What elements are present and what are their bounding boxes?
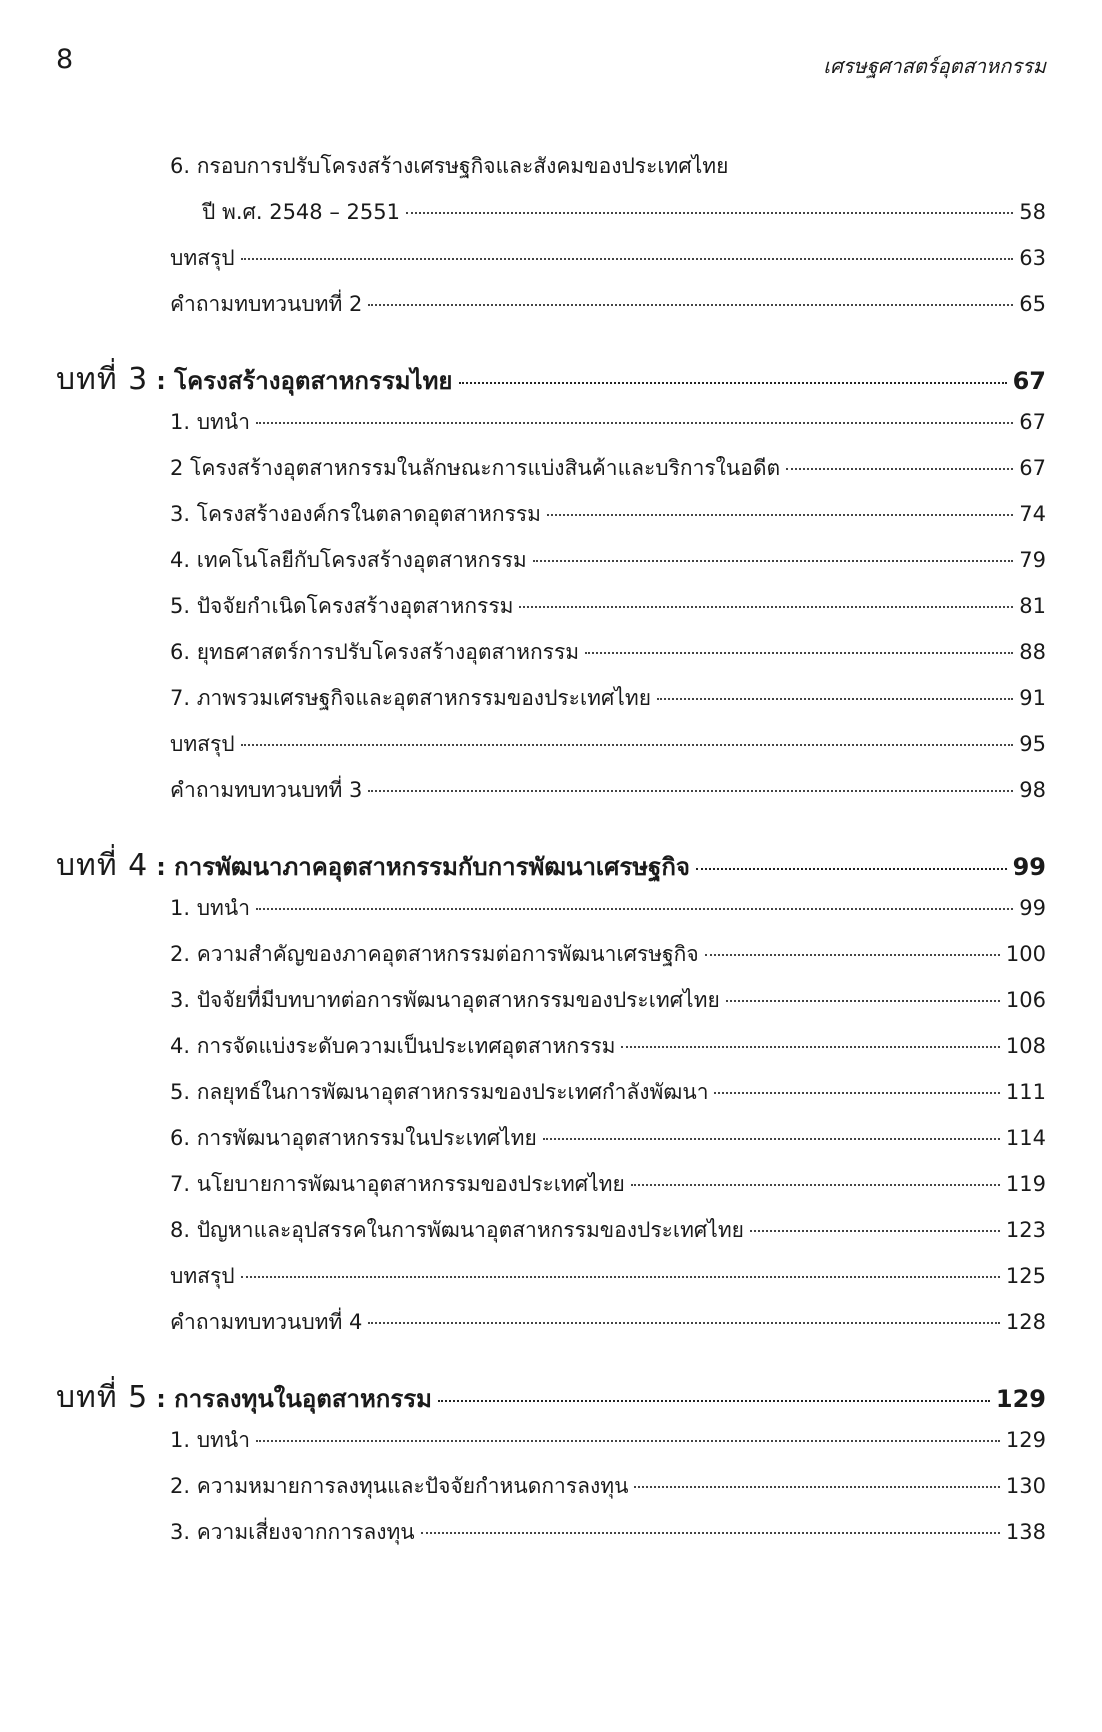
leader-dots: [657, 698, 1013, 700]
leader-dots: [241, 744, 1014, 746]
leader-dots: [714, 1092, 999, 1094]
toc-entry: [56, 892, 1046, 938]
toc-entry-title: 7. นโยบายการพัฒนาอุตสาหกรรมของประเทศไทย: [170, 1172, 625, 1196]
toc-entry: [56, 1076, 1046, 1122]
toc-entry: [56, 1122, 1046, 1168]
chapter-title: : การพัฒนาภาคอุตสาหกรรมกับการพัฒนาเศรษฐกิจ: [156, 853, 690, 881]
chapter-page: 129: [995, 1385, 1046, 1413]
toc-entry-page: 79: [1019, 548, 1046, 572]
toc-entry-page: 111: [1005, 1080, 1046, 1104]
toc-entry-page: 98: [1019, 778, 1046, 802]
toc-entry-page: 129: [1005, 1428, 1046, 1452]
leader-dots: [438, 1400, 990, 1402]
toc-entry: [56, 1306, 1046, 1352]
toc-chapter-heading: [56, 356, 1046, 406]
leader-dots: [543, 1138, 1000, 1140]
table-of-contents: [56, 150, 1046, 1562]
toc-entry-page: 138: [1005, 1520, 1046, 1544]
toc-entry: [56, 1260, 1046, 1306]
toc-entry-title: 2 โครงสร้างอุตสาหกรรมในลักษณะการแบ่งสินค้าและบริการในอดีต: [170, 456, 781, 480]
leader-dots: [634, 1486, 999, 1488]
leader-dots: [406, 212, 1013, 214]
leader-dots: [621, 1046, 999, 1048]
toc-entry-title: 3. ความเสี่ยงจากการลงทุน: [170, 1520, 415, 1544]
toc-entry: [56, 1168, 1046, 1214]
toc-entry-title: 6. การพัฒนาอุตสาหกรรมในประเทศไทย: [170, 1126, 537, 1150]
toc-entry-page: 123: [1005, 1218, 1046, 1242]
page-number: 8: [56, 44, 74, 75]
toc-entry: [56, 636, 1046, 682]
toc-entry-page: 106: [1005, 988, 1046, 1012]
toc-entry: [56, 774, 1046, 820]
leader-dots: [368, 1322, 1000, 1324]
toc-entry: [56, 288, 1046, 334]
leader-dots: [256, 908, 1013, 910]
toc-entry-title: 2. ความสำคัญของภาคอุตสาหกรรมต่อการพัฒนาเศรษฐกิจ: [170, 942, 699, 966]
leader-dots: [241, 1276, 1000, 1278]
leader-dots: [533, 560, 1014, 562]
toc-entry: [56, 938, 1046, 984]
leader-dots: [705, 954, 1000, 956]
toc-entry: [56, 452, 1046, 498]
chapter-number: บทที่ 4: [56, 848, 149, 883]
toc-chapter-heading: [56, 842, 1046, 892]
leader-dots: [459, 382, 1007, 384]
leader-dots: [696, 868, 1007, 870]
toc-entry: [56, 682, 1046, 728]
toc-entry: [56, 590, 1046, 636]
toc-entry: [56, 544, 1046, 590]
toc-entry-title: 3. ปัจจัยที่มีบทบาทต่อการพัฒนาอุตสาหกรรมของประเทศไทย: [170, 988, 720, 1012]
toc-entry-title: คำถามทบทวนบทที่ 3: [170, 778, 363, 802]
toc-entry-title: 4. เทคโนโลยีกับโครงสร้างอุตสาหกรรม: [170, 548, 527, 572]
leader-dots: [726, 1000, 1000, 1002]
leader-dots: [421, 1532, 1000, 1534]
toc-entry: [56, 196, 1046, 242]
leader-dots: [256, 1440, 1000, 1442]
toc-entry: [56, 1030, 1046, 1076]
toc-entry-page: 100: [1005, 942, 1046, 966]
toc-entry-title: บทสรุป: [170, 246, 235, 270]
page-header: [56, 44, 1046, 84]
leader-dots: [519, 606, 1013, 608]
leader-dots: [547, 514, 1013, 516]
chapter-page: 67: [1012, 367, 1046, 395]
toc-entry-page: 95: [1019, 732, 1046, 756]
toc-entry-page: 91: [1019, 686, 1046, 710]
leader-dots: [750, 1230, 1000, 1232]
toc-entry: [56, 406, 1046, 452]
toc-entry-title: 1. บทนำ: [170, 896, 251, 920]
toc-entry-page: 81: [1019, 594, 1046, 618]
toc-entry-page: 74: [1019, 502, 1046, 526]
toc-entry-title: 5. ปัจจัยกำเนิดโครงสร้างอุตสาหกรรม: [170, 594, 514, 618]
toc-entry-page: 99: [1019, 896, 1046, 920]
toc-entry-page: 128: [1005, 1310, 1046, 1334]
toc-entry-title: 6. ยุทธศาสตร์การปรับโครงสร้างอุตสาหกรรม: [170, 640, 580, 664]
toc-entry-title: ปี พ.ศ. 2548 – 2551: [202, 200, 400, 224]
toc-entry-page: 58: [1019, 200, 1046, 224]
toc-entry-title: 2. ความหมายการลงทุนและปัจจัยกำหนดการลงทุน: [170, 1474, 629, 1498]
leader-dots: [368, 304, 1013, 306]
leader-dots: [241, 258, 1014, 260]
chapter-title: : การลงทุนในอุตสาหกรรม: [156, 1385, 432, 1413]
toc-entry-title: 4. การจัดแบ่งระดับความเป็นประเทศอุตสาหกรรม: [170, 1034, 616, 1058]
toc-entry-title: 1. บทนำ: [170, 1428, 251, 1452]
toc-entry: [56, 1470, 1046, 1516]
toc-entry: [56, 984, 1046, 1030]
toc-entry-title: 5. กลยุทธ์ในการพัฒนาอุตสาหกรรมของประเทศกำลังพัฒนา: [170, 1080, 709, 1104]
toc-entry-page: 63: [1019, 246, 1046, 270]
toc-entry-title: บทสรุป: [170, 732, 235, 756]
toc-entry: [56, 242, 1046, 288]
leader-dots: [585, 652, 1013, 654]
toc-entry-title: 6. กรอบการปรับโครงสร้างเศรษฐกิจและสังคมของประเทศไทย: [170, 154, 729, 178]
toc-chapter-heading: [56, 1374, 1046, 1424]
toc-entry-title: คำถามทบทวนบทที่ 2: [170, 292, 363, 316]
leader-dots: [256, 422, 1013, 424]
toc-entry: [56, 1214, 1046, 1260]
toc-entry-title: 7. ภาพรวมเศรษฐกิจและอุตสาหกรรมของประเทศไทย: [170, 686, 652, 710]
toc-entry: [56, 498, 1046, 544]
chapter-page: 99: [1012, 853, 1046, 881]
toc-entry: [56, 728, 1046, 774]
toc-entry-page: 130: [1005, 1474, 1046, 1498]
chapter-number: บทที่ 5: [56, 1380, 149, 1415]
toc-entry-title: 3. โครงสร้างองค์กรในตลาดอุตสาหกรรม: [170, 502, 541, 526]
toc-entry-title: 8. ปัญหาและอุปสรรคในการพัฒนาอุตสาหกรรมของประเทศไทย: [170, 1218, 744, 1242]
toc-entry-title: คำถามทบทวนบทที่ 4: [170, 1310, 363, 1334]
toc-entry-page: 125: [1005, 1264, 1046, 1288]
toc-entry: [56, 1424, 1046, 1470]
toc-entry-page: 65: [1019, 292, 1046, 316]
toc-entry-page: 119: [1005, 1172, 1046, 1196]
toc-entry: [56, 1516, 1046, 1562]
toc-entry: [56, 150, 1046, 196]
leader-dots: [368, 790, 1013, 792]
toc-entry-page: 88: [1019, 640, 1046, 664]
toc-entry-page: 108: [1005, 1034, 1046, 1058]
leader-dots: [631, 1184, 1000, 1186]
toc-entry-title: บทสรุป: [170, 1264, 235, 1288]
toc-entry-page: 67: [1019, 410, 1046, 434]
toc-entry-page: 67: [1019, 456, 1046, 480]
chapter-number: บทที่ 3: [56, 362, 149, 397]
running-title: เศรษฐศาสตร์อุตสาหกรรม: [823, 54, 1046, 78]
chapter-title: : โครงสร้างอุตสาหกรรมไทย: [156, 367, 453, 395]
leader-dots: [786, 468, 1013, 470]
toc-entry-page: 114: [1005, 1126, 1046, 1150]
toc-entry-title: 1. บทนำ: [170, 410, 251, 434]
